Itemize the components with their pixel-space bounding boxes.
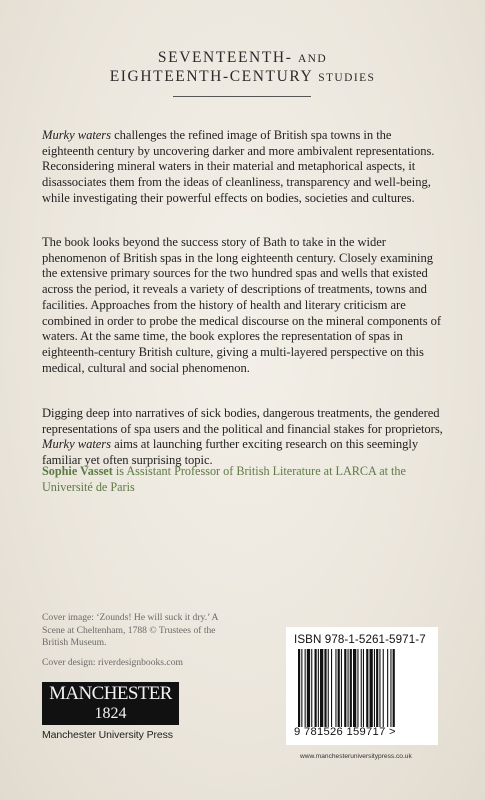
publisher-name: Manchester University Press: [42, 729, 173, 741]
series-title-line-1: [0, 49, 485, 67]
blurb-p1-text: challenges the refined image of British spa towns in the eighteenth century by uncovering darker and more ambivalent representations. Reconsidering mineral waters in their material and metaphorical aspects, it disassociates them from the ideas of cleanliness, transparency and well-being, while investigating their powerful effects on bodies, societies and cultures.: [42, 128, 435, 205]
publisher-logo-name: MANCHESTER: [49, 683, 172, 704]
cover-image-credit: Cover image: ‘Zounds! He will suck it dry.’ A Scene at Cheltenham, 1788 © Trustees of the British Museum.: [42, 612, 218, 649]
publisher-url: www.manchesteruniversitypress.co.uk: [300, 753, 412, 760]
cover-credits: [42, 612, 232, 669]
blurb-p3-start: Digging deep into narratives of sick bodies, dangerous treatments, the gendered representations of spa users and the political and financial stakes for proprietors,: [42, 406, 443, 436]
author-name: Sophie Vasset: [42, 464, 113, 478]
author-bio: [42, 464, 446, 495]
series-line2-main: EIGHTEENTH-CENTURY: [109, 68, 313, 85]
blurb-p3-end: aims at launching further exciting research on this seemingly familiar yet often surprising topic.: [42, 437, 419, 468]
barcode-number: 9 781526 159717 >: [294, 726, 396, 738]
blurb-paragraph-3: [42, 406, 446, 469]
book-title-italic: Murky waters: [42, 437, 112, 452]
publisher-logo: [42, 682, 192, 741]
series-title-line-2: [0, 68, 485, 86]
series-line1-main: SEVENTEENTH-: [157, 49, 293, 66]
blurb-paragraph-2: The book looks beyond the success story of Bath to take in the wider phenomenon of British spas in the long eighteenth century. Closely examining the extensive primary sources for the two hundred spas and wells that existed across the period, it reveals a variety of descriptions of treatments, towns and facilities. Approaches from the history of health and literary criticism are combined in order to probe the medical discourse on the mineral components of waters. At the same time, the book explores the representation of spas in eighteenth-century British culture, giving a multi-layered perspective on this medical, cultural and social phenomenon.: [42, 235, 442, 375]
cover-design-credit: Cover design: riverdesignbooks.com: [42, 656, 183, 668]
barcode-icon: [298, 649, 434, 727]
blurb-paragraph-1: [42, 128, 446, 207]
book-title-italic: Murky waters: [42, 128, 112, 142]
barcode-panel: [286, 627, 438, 745]
author-description: is Assistant Professor of British Literature at LARCA at the Université de Paris: [42, 464, 406, 494]
isbn-label: ISBN 978-1-5261-5971-7: [294, 633, 426, 646]
series-divider: [173, 96, 311, 97]
publisher-logo-year: 1824: [94, 705, 127, 722]
series-line2-small: STUDIES: [318, 72, 376, 84]
publisher-logo-block: [42, 682, 179, 725]
series-line1-small: AND: [297, 53, 328, 65]
